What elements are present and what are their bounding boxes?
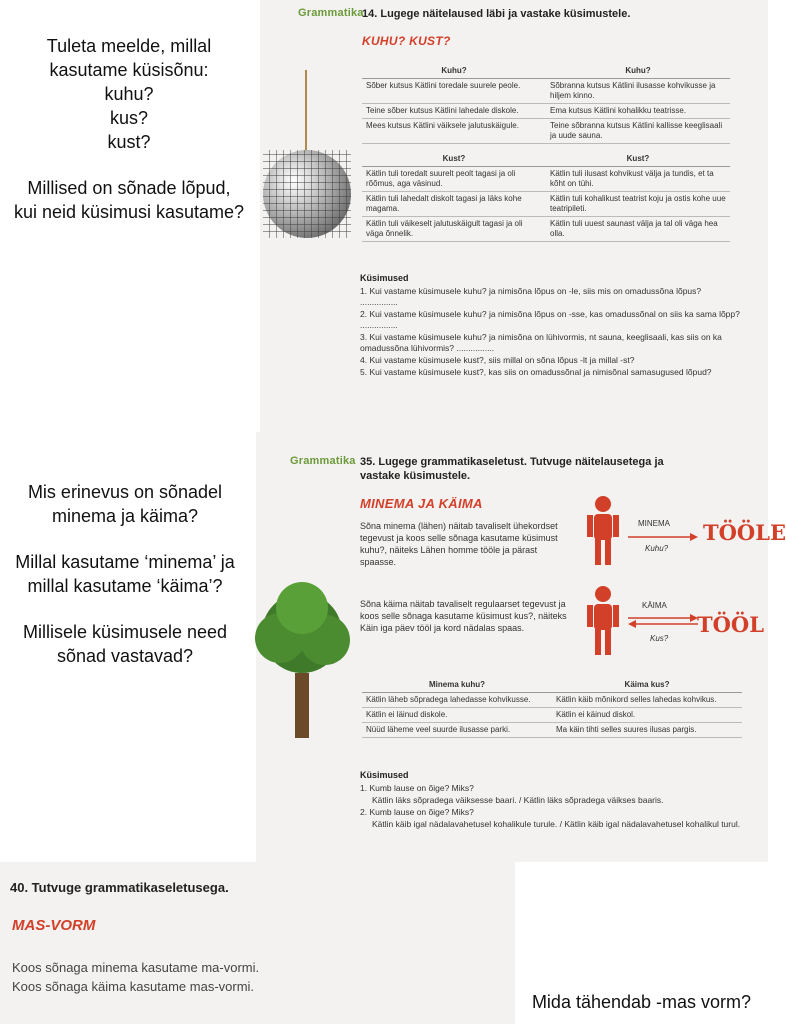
- tree-image: [255, 578, 350, 738]
- double-arrow-icon: [628, 614, 698, 628]
- person-figure-2: [585, 585, 621, 657]
- arrow-right-icon: [628, 532, 698, 542]
- table-row: Teine sõber kutsus Kätlini lahedale diskole. Ema kutsus Kätlini kohalikku teatrisse.: [362, 104, 730, 119]
- arrow1-question: Kuhu?: [645, 544, 669, 553]
- table-row: Kätlin läheb sõpradega lahedasse kohvikusse. Kätlin käib mõnikord selles lahedas kohvikus.: [362, 693, 742, 708]
- toole-word: TÖÖLE: [703, 520, 786, 545]
- table-row: Kätlin tuli toredalt suurelt peolt tagasi ja oli rõõmus, aga väsinud. Kätlin tuli ilusast kohvikust välja ja tundis, et ta kõht on tühi.: [362, 167, 730, 192]
- minema-kaima-table: Minema kuhu? Käima kus? Kätlin läheb sõpradega lahedasse kohvikusse. Kätlin käib mõnikord selles lahedas kohvikus. Kätlin ei läinud diskole. Kätlin ei käinud diskol. Nüüd läheme veel suurde ilusasse parki. Ma käin tihti selles suures ilusas pargis.: [362, 678, 742, 738]
- arrow1-label: MINEMA: [638, 519, 670, 528]
- table-row: Nüüd läheme veel suurde ilusasse parki. Ma käin tihti selles suures ilusas pargis.: [362, 723, 742, 738]
- table-row: Kätlin tuli väikeselt jalutuskäigult tagasi ja oli väga õnnelik. Kätlin tuli uuest saunast välja ja tal oli väga hea olla.: [362, 217, 730, 242]
- page3-exercise-title: 40. Tutvuge grammatikaseletusega.: [10, 880, 229, 895]
- page2-para1: Sõna minema (lähen) näitab tavaliselt ühekordset tegevust ja koos selle sõnaga kasutame küsimust kuhu?, näiteks Lähen homme tööle ja pärast spaasse.: [360, 521, 558, 567]
- kuhu-table: Kuhu? Kuhu? Sõber kutsus Kätlini toredale suurele peole. Sõbranna kutsus Kätlini ilusasse kohvikusse ja hiljem kinno. Teine sõber kutsus Kätlini lahedale diskole. Ema kutsus Kätlini kohalikku teatrisse. Mees kutsus Kätlini väiksele jalutuskäigule. Teine sõbranna kutsus Kätlini kallisse keeglisaali ja uude sauna.: [362, 64, 730, 144]
- table-row: Kätlin tuli lahedalt diskolt tagasi ja läks kohe magama. Kätlin tuli kohalikust teatrist koju ja ostis kohe uue teatripileti.: [362, 192, 730, 217]
- page2-questions: Küsimused 1. Kumb lause on õige? Miks? Kätlin läks sõpradega väiksesse baari. / Kätlin läks sõpradega väikses baaris. 2. Kumb lause on õige? Miks? Kätlin käib igal nädalavahetusel kohalikule turule. / Kätlin käib igal nädalavahetusel kohalikul turul.: [360, 770, 741, 829]
- question-block-3: Mida tähendab -mas vorm?: [531, 992, 752, 1012]
- page1-heading: KUHU? KUST?: [362, 34, 451, 48]
- question-block-1: Tuleta meelde, millal kasutame küsisõnu: kuhu? kus? kust? Millised on sõnade lõpud, kui neid küsimusi kasutame?: [13, 36, 245, 222]
- table-row: Mees kutsus Kätlini väiksele jalutuskäigule. Teine sõbranna kutsus Kätlini kallisse keeglisaali ja uude sauna.: [362, 119, 730, 144]
- page2-section-label: Grammatika: [290, 455, 356, 467]
- page1-section-label: Grammatika: [298, 7, 364, 19]
- page3-line2: Koos sõnaga käima kasutame mas-vormi.: [12, 979, 255, 994]
- disco-ball-image: [263, 150, 351, 238]
- tool-word: TÖÖL: [697, 612, 764, 637]
- page1-questions: Küsimused 1. Kui vastame küsimusele kuhu? ja nimisõna lõpus on -le, siis mis on omadussõna lõpus? ................ 2. Kui vastame küsimusele kuhu? ja nimisõna lõpus on -sse, kas omadussõnal on siis ka sama lõpp? ................ 3. Kui vastame küsimusele kuhu? ja nimisõna on lühivormis, nt sauna, keeglisaali, kas siis on ka omadussõna lühivormis? ................ 4. Kui vastame küsimusele kust?, siis millal on sõna lõpus -lt ja millal -st? 5. Kui vastame küsimusele kust?, kas siis on omadussõnal ja nimisõnal samasugused lõpud?: [360, 273, 740, 377]
- page1-exercise-title: 14. Lugege näitelaused läbi ja vastake küsimustele.: [362, 8, 631, 20]
- person-figure-1: [585, 495, 621, 567]
- table-row: Kätlin ei läinud diskole. Kätlin ei käinud diskol.: [362, 708, 742, 723]
- page3-line1: Koos sõnaga minema kasutame ma-vormi.: [12, 960, 260, 975]
- arrow2-question: Kus?: [650, 634, 669, 643]
- arrow2-label: KÄIMA: [642, 601, 667, 610]
- page2-heading: MINEMA JA KÄIMA: [360, 496, 483, 511]
- question-block-2: Mis erinevus on sõnadel minema ja käima? Millal kasutame ‘minema’ ja millal kasutame ‘käima’? Millisele küsimusele need sõnad vastavad?: [15, 482, 235, 666]
- table-row: Sõber kutsus Kätlini toredale suurele peole. Sõbranna kutsus Kätlini ilusasse kohvikusse ja hiljem kinno.: [362, 79, 730, 104]
- page3-heading: MAS-VORM: [12, 917, 96, 934]
- disco-chain: [305, 70, 307, 152]
- page2-exercise-title: 35. Lugege grammatikaseletust. Tutvuge näitelausetega ja vastake küsimustele.: [360, 456, 664, 482]
- kust-table: Kust? Kust? Kätlin tuli toredalt suurelt peolt tagasi ja oli rõõmus, aga väsinud. Kätlin tuli ilusast kohvikust välja ja tundis, et ta kõht on tühi. Kätlin tuli lahedalt diskolt tagasi ja läks kohe magama. Kätlin tuli kohalikust teatrist koju ja ostis kohe uue teatripileti. Kätlin tuli väikeselt jalutuskäigult tagasi ja oli väga õnnelik. Kätlin tuli uuest saunast välja ja tal oli väga hea olla.: [362, 152, 730, 242]
- page2-para2: Sõna käima näitab tavaliselt regulaarset tegevust ja koos selle sõnaga kasutame küsimust kus?, näiteks Käin iga päev tööl ja kord nädalas spaas.: [360, 599, 567, 633]
